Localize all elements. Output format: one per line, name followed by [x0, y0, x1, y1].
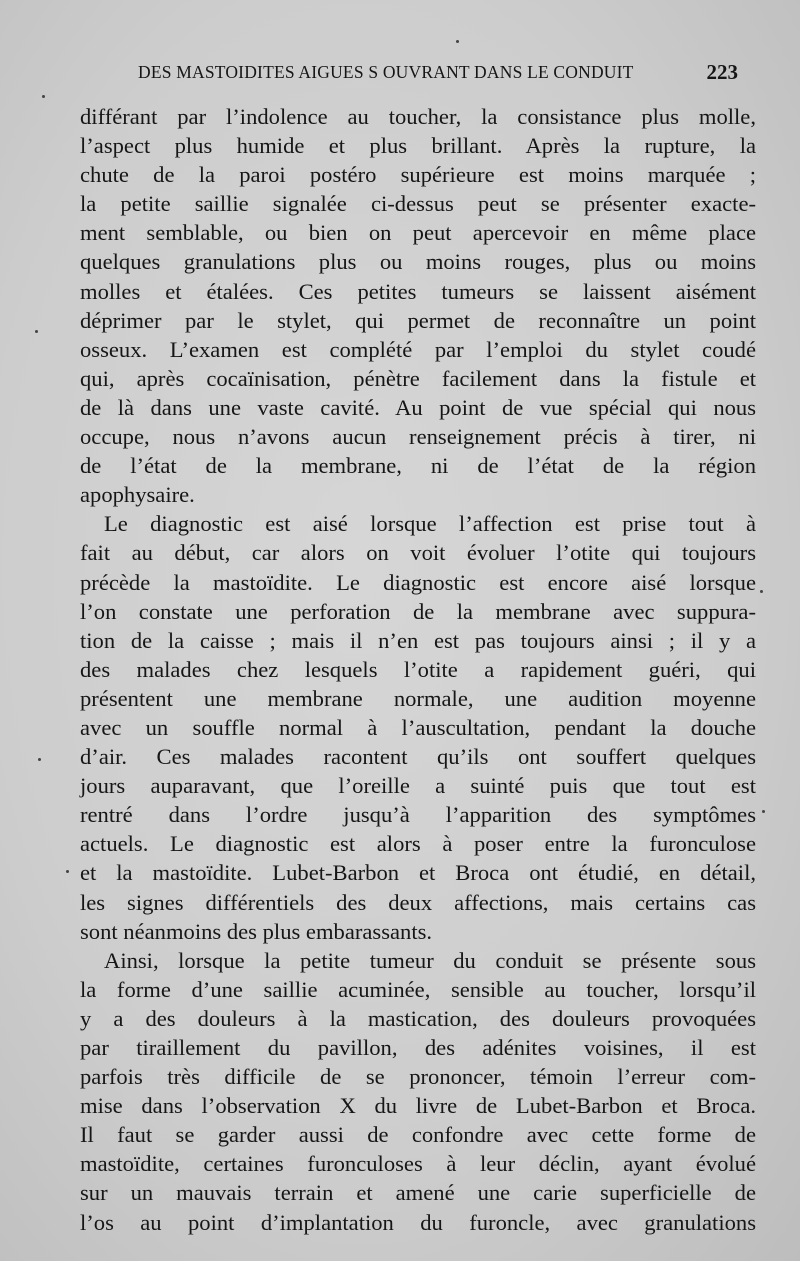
text-line: y a des douleurs à la mastication, des douleurs provoquées — [80, 1005, 756, 1031]
text-line: Il faut se garder aussi de confondre avec cette forme de — [80, 1122, 756, 1148]
text-line: de l’état de la membrane, ni de l’état de la région — [80, 453, 756, 479]
text-line: d’air. Ces malades racontent qu’ils ont souffert quelques — [80, 744, 756, 770]
text-line: présentent une membrane normale, une audition moyenne — [80, 685, 756, 711]
text-line: rentré dans l’ordre jusqu’à l’apparition des symptômes — [80, 802, 756, 828]
text-line: les signes différentiels des deux affections, mais certains cas — [80, 889, 756, 915]
text-line: des malades chez lesquels l’otite a rapidement guéri, qui — [80, 656, 756, 682]
text-line: ment semblable, ou bien on peut apercevoir en même place — [80, 220, 756, 246]
text-line: tion de la caisse ; mais il n’en est pas toujours ainsi ; il y a — [80, 627, 756, 653]
paper-speck — [66, 870, 69, 873]
page-number: 223 — [706, 60, 738, 84]
text-line: Le diagnostic est aisé lorsque l’affection est prise tout à — [104, 511, 756, 537]
text-line: différant par l’indolence au toucher, la consistance plus molle, — [80, 104, 756, 129]
text-line: occupe, nous n’avons aucun renseignement précis à tirer, ni — [80, 424, 756, 450]
text-line: osseux. L’examen est complété par l’emploi du stylet coudé — [80, 336, 756, 362]
text-line: molles et étalées. Ces petites tumeurs se laissent aisément — [80, 278, 756, 304]
text-line: la forme d’une saillie acuminée, sensible au toucher, lorsqu’il — [80, 976, 756, 1002]
text-line: et la mastoïdite. Lubet-Barbon et Broca ont étudié, en détail, — [80, 860, 756, 886]
paper-speck — [38, 758, 41, 761]
paper-speck — [760, 590, 763, 593]
text-line: parfois très difficile de se prononcer, témoin l’erreur com- — [80, 1064, 756, 1090]
running-head — [80, 60, 738, 88]
paper-speck — [762, 810, 765, 813]
paper-speck — [35, 330, 38, 333]
text-line: l’os au point d’implantation du furoncle, avec granulations — [80, 1209, 756, 1235]
text-line: quelques granulations plus ou moins rouges, plus ou moins — [80, 249, 756, 275]
text-line: Ainsi, lorsque la petite tumeur du conduit se présente sous — [104, 947, 756, 973]
running-head-title: DES MASTOIDITES AIGUES S OUVRANT DANS LE CONDUIT — [138, 62, 634, 82]
text-line: mastoïdite, certaines furonculoses à leur déclin, ayant évolué — [80, 1151, 756, 1177]
text-line: chute de la paroi postéro supérieure est moins marquée ; — [80, 162, 756, 188]
text-line: l’aspect plus humide et plus brillant. Après la rupture, la — [80, 133, 756, 159]
paper-speck — [456, 40, 459, 43]
text-line: actuels. Le diagnostic est alors à poser entre la furonculose — [80, 831, 756, 857]
text-line: fait au début, car alors on voit évoluer l’otite qui toujours — [80, 540, 756, 566]
paper-speck — [42, 95, 45, 98]
text-line: déprimer par le stylet, qui permet de reconnaître un point — [80, 307, 756, 333]
text-line: sur un mauvais terrain et amené une carie superficielle de — [80, 1180, 756, 1206]
body-text — [80, 102, 756, 1237]
text-line: apophysaire. — [80, 482, 195, 508]
text-line: précède la mastoïdite. Le diagnostic est encore aisé lorsque — [80, 569, 756, 595]
text-line: par tiraillement du pavillon, des adénites voisines, il est — [80, 1035, 756, 1060]
text-line: de là dans une vaste cavité. Au point de vue spécial qui nous — [80, 394, 756, 420]
text-line: mise dans l’observation X du livre de Lubet-Barbon et Broca. — [80, 1093, 756, 1119]
text-line: sont néanmoins des plus embarassants. — [80, 918, 433, 944]
text-line: la petite saillie signalée ci-dessus peut se présenter exacte- — [80, 191, 756, 217]
text-line: jours auparavant, que l’oreille a suinté puis que tout est — [80, 773, 756, 799]
text-line: qui, après cocaïnisation, pénètre facilement dans la fistule et — [80, 365, 756, 391]
text-line: l’on constate une perforation de la membrane avec suppura- — [80, 598, 756, 624]
text-line: avec un souffle normal à l’auscultation, pendant la douche — [80, 714, 756, 740]
